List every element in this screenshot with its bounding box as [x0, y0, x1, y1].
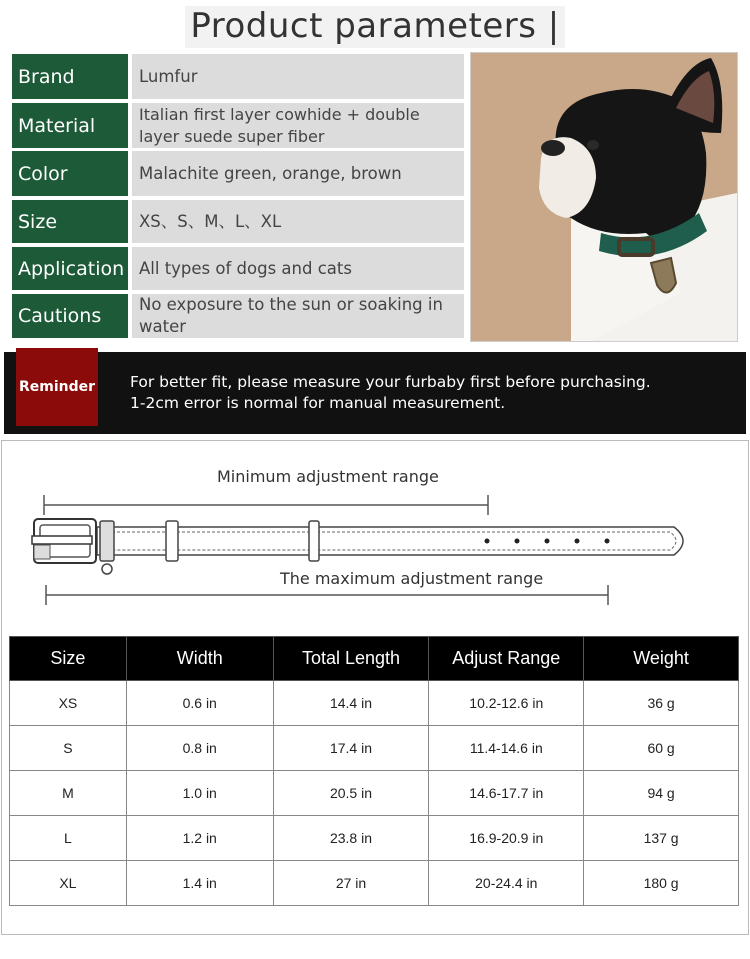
column-header: Weight — [584, 637, 739, 681]
table-cell: 20.5 in — [273, 771, 429, 816]
table-cell: 11.4-14.6 in — [429, 726, 584, 771]
param-row-cautions — [12, 294, 464, 338]
param-value: Italian first layer cowhide + double layer suede super fiber — [132, 103, 464, 148]
column-header: Total Length — [273, 637, 429, 681]
table-cell: XS — [10, 681, 127, 726]
param-row-color — [12, 151, 464, 196]
param-value: Malachite green, orange, brown — [132, 151, 464, 196]
param-row-material — [12, 103, 464, 148]
min-range-label: Minimum adjustment range — [217, 467, 439, 486]
table-cell: 14.6-17.7 in — [429, 771, 584, 816]
table-cell: 137 g — [584, 816, 739, 861]
table-cell: 10.2-12.6 in — [429, 681, 584, 726]
param-row-application — [12, 247, 464, 290]
table-cell: 27 in — [273, 861, 429, 906]
param-row-size — [12, 200, 464, 243]
table-cell: 1.2 in — [126, 816, 273, 861]
reminder-banner — [4, 352, 746, 434]
table-row — [10, 681, 739, 726]
table-cell: 180 g — [584, 861, 739, 906]
table-cell: 60 g — [584, 726, 739, 771]
max-range-arrow — [46, 585, 608, 605]
dog-with-collar-illustration — [471, 53, 737, 341]
table-cell: 20-24.4 in — [429, 861, 584, 906]
product-photo — [470, 52, 738, 342]
reminder-line-2: 1-2cm error is normal for manual measurement. — [130, 394, 506, 412]
table-cell: S — [10, 726, 127, 771]
title-section — [0, 0, 750, 52]
page-title: Product parameters | — [190, 6, 560, 46]
table-cell: XL — [10, 861, 127, 906]
table-cell: 0.6 in — [126, 681, 273, 726]
table-cell: 1.4 in — [126, 861, 273, 906]
table-row — [10, 816, 739, 861]
table-cell: 14.4 in — [273, 681, 429, 726]
reminder-line-1: For better fit, please measure your furbaby first before purchasing. — [130, 373, 651, 391]
belt-diagram — [2, 441, 750, 621]
table-row — [10, 726, 739, 771]
param-label: Color — [12, 151, 128, 196]
table-cell: 23.8 in — [273, 816, 429, 861]
param-value: Lumfur — [132, 54, 464, 99]
param-value: All types of dogs and cats — [132, 247, 464, 290]
table-cell: 16.9-20.9 in — [429, 816, 584, 861]
column-header: Width — [126, 637, 273, 681]
param-row-brand — [12, 54, 464, 99]
table-cell: 94 g — [584, 771, 739, 816]
table-cell: M — [10, 771, 127, 816]
reminder-badge: Reminder — [16, 348, 98, 426]
belt-strap — [97, 527, 683, 555]
column-header: Size — [10, 637, 127, 681]
table-cell: 0.8 in — [126, 726, 273, 771]
table-cell: L — [10, 816, 127, 861]
param-label: Brand — [12, 54, 128, 99]
param-value: No exposure to the sun or soaking in water — [132, 294, 464, 338]
param-label: Material — [12, 103, 128, 148]
param-value: XS、S、M、L、XL — [132, 200, 464, 243]
table-row — [10, 861, 739, 906]
table-cell: 36 g — [584, 681, 739, 726]
param-label: Cautions — [12, 294, 128, 338]
param-label: Size — [12, 200, 128, 243]
min-range-arrow — [44, 495, 488, 515]
reminder-text — [130, 372, 651, 414]
table-cell: 17.4 in — [273, 726, 429, 771]
max-range-label: The maximum adjustment range — [280, 569, 544, 588]
column-header: Adjust Range — [429, 637, 584, 681]
table-row — [10, 771, 739, 816]
param-label: Application — [12, 247, 128, 290]
table-cell: 1.0 in — [126, 771, 273, 816]
table-header-row — [10, 637, 739, 681]
size-table — [9, 636, 739, 906]
